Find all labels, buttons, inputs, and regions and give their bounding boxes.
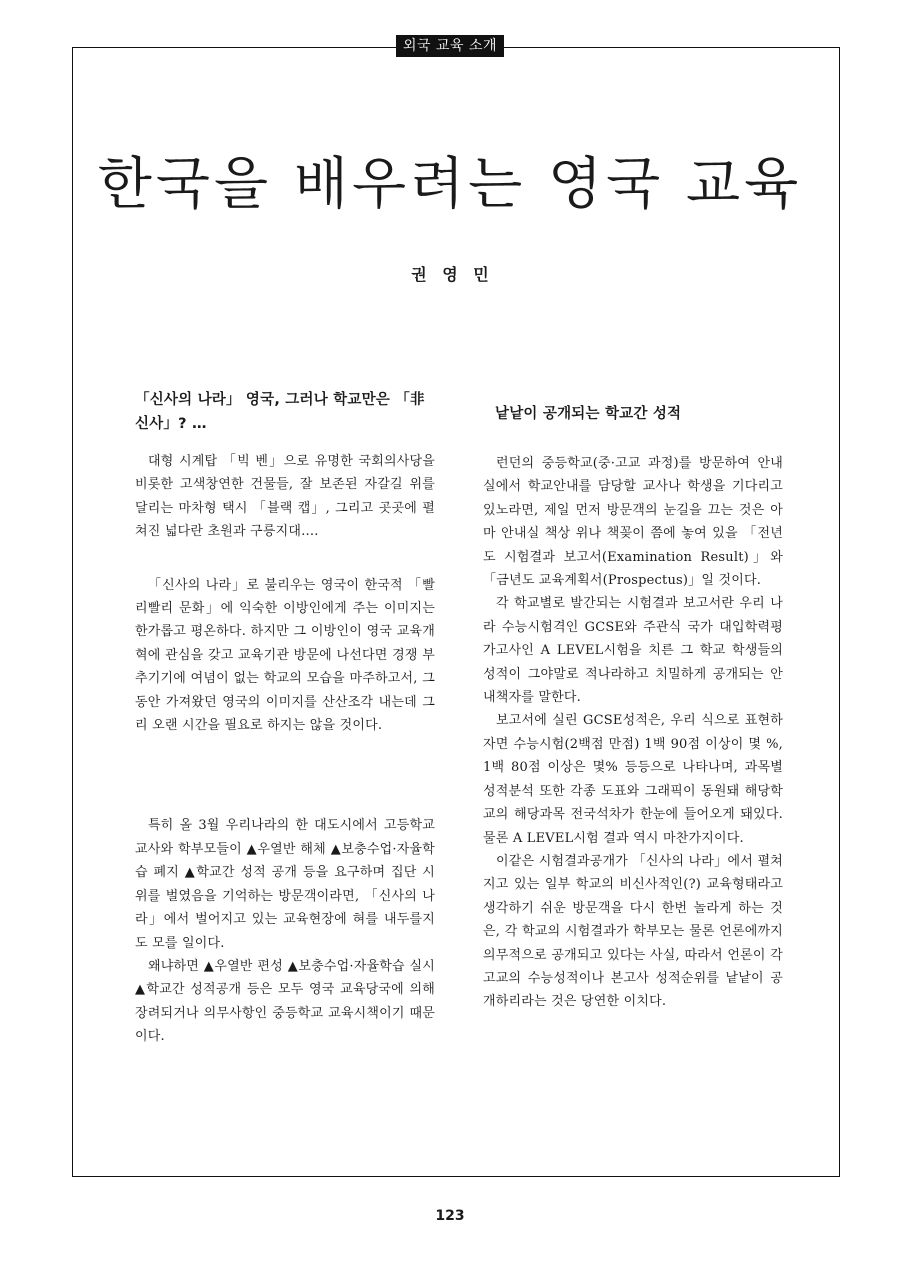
- body-paragraph: 특히 올 3월 우리나라의 한 대도시에서 고등학교 교사와 학부모들이 ▲우열반 해체 ▲보충수업·자율학습 폐지 ▲학교간 성적 공개 등을 요구하며 집단 시위를 벌였음을 기억하는 방문객이라면, 「신사의 나라」에서 벌어지고 있는 교육현장에 혀를 내두를지도 모를 일이다.: [135, 818, 435, 951]
- page-number: 123: [435, 1208, 465, 1224]
- right-column-heading: 낱낱이 공개되는 학교간 성적: [495, 406, 682, 422]
- body-paragraph: 「신사의 나라」로 불리우는 영국이 한국적 「빨리빨리 문화」에 익숙한 이방인에게 주는 이미지는 한가롭고 평온하다. 하지만 그 이방인이 영국 교육개혁에 관심을 갖고 교육기관 방문에 나선다면 경쟁 부추기기에 여념이 없는 학교의 모습을 마주하고서, 그동안 가져왔던 영국의 이미지를 산산조각 내는데 그리 오랜 시간을 필요로 하지는 않을 것이다.: [135, 577, 435, 734]
- body-paragraph: 대형 시계탑 「빅 벤」으로 유명한 국회의사당을 비롯한 고색창연한 건물들, 잘 보존된 자갈길 위를 달리는 마차형 택시 「블랙 캡」, 그리고 곳곳에 펼쳐진 넓다란 초원과 구릉지대….: [135, 454, 435, 540]
- author-name: 권 영 민: [411, 265, 489, 284]
- body-paragraph: 보고서에 실린 GCSE성적은, 우리 식으로 표현하자면 수능시험(2백점 만점) 1백 90점 이상이 몇 %, 1백 80점 이상은 몇% 등등으로 나타나며, 과목별 성적분석 또한 각종 도표와 그래픽이 동원돼 해당학교의 해당과목 전국석차가 한눈에 들어오게 돼있다. 물론 A LEVEL시험 결과 역시 마찬가지이다.: [483, 713, 783, 846]
- body-paragraph: 각 학교별로 발간되는 시험결과 보고서란 우리 나라 수능시험격인 GCSE와 주관식 국가 대입학력평가고사인 A LEVEL시험을 치른 그 학교 학생들의 성적이 그야말로 적나라하고 치밀하게 공개되는 안내책자를 말한다.: [483, 596, 783, 706]
- article-title: 한국을 배우려는 영국 교육: [97, 152, 803, 217]
- body-paragraph: 런던의 중등학교(중·고교 과정)를 방문하여 안내실에서 학교안내를 담당할 교사나 학생을 기다리고 있노라면, 제일 먼저 방문객의 눈길을 끄는 것은 아마 안내실 책상 위나 책꽂이 쯤에 놓여 있을 「전년도 시험결과 보고서(Examination Result)」와 「금년도 교육계획서(Prospectus)」일 것이다.: [483, 456, 783, 589]
- body-paragraph: 왜냐하면 ▲우열반 편성 ▲보충수업·자율학습 실시 ▲학교간 성적공개 등은 모두 영국 교육당국에 의해 장려되거나 의무사항인 중등학교 교육시책이기 때문이다.: [135, 958, 435, 1045]
- section-tag: 외국 교육 소개: [396, 35, 504, 57]
- left-column-heading: 「신사의 나라」 영국, 그러나 학교만은 「非신사」? …: [135, 392, 425, 432]
- right-column: [483, 388, 783, 1014]
- left-column: [135, 388, 435, 1049]
- body-paragraph: 이같은 시험결과공개가 「신사의 나라」에서 펼쳐지고 있는 일부 학교의 비신사적인(?) 교육형태라고 생각하기 쉬운 방문객을 다시 한번 놀라게 하는 것은, 각 학교의 시험결과가 학부모는 물론 언론에까지 의무적으로 공개되고 있다는 사실, 따라서 언론이 각 고교의 수능성적이나 본고사 성적순위를 낱낱이 공개하리라는 것은 당연한 이치다.: [483, 853, 783, 1010]
